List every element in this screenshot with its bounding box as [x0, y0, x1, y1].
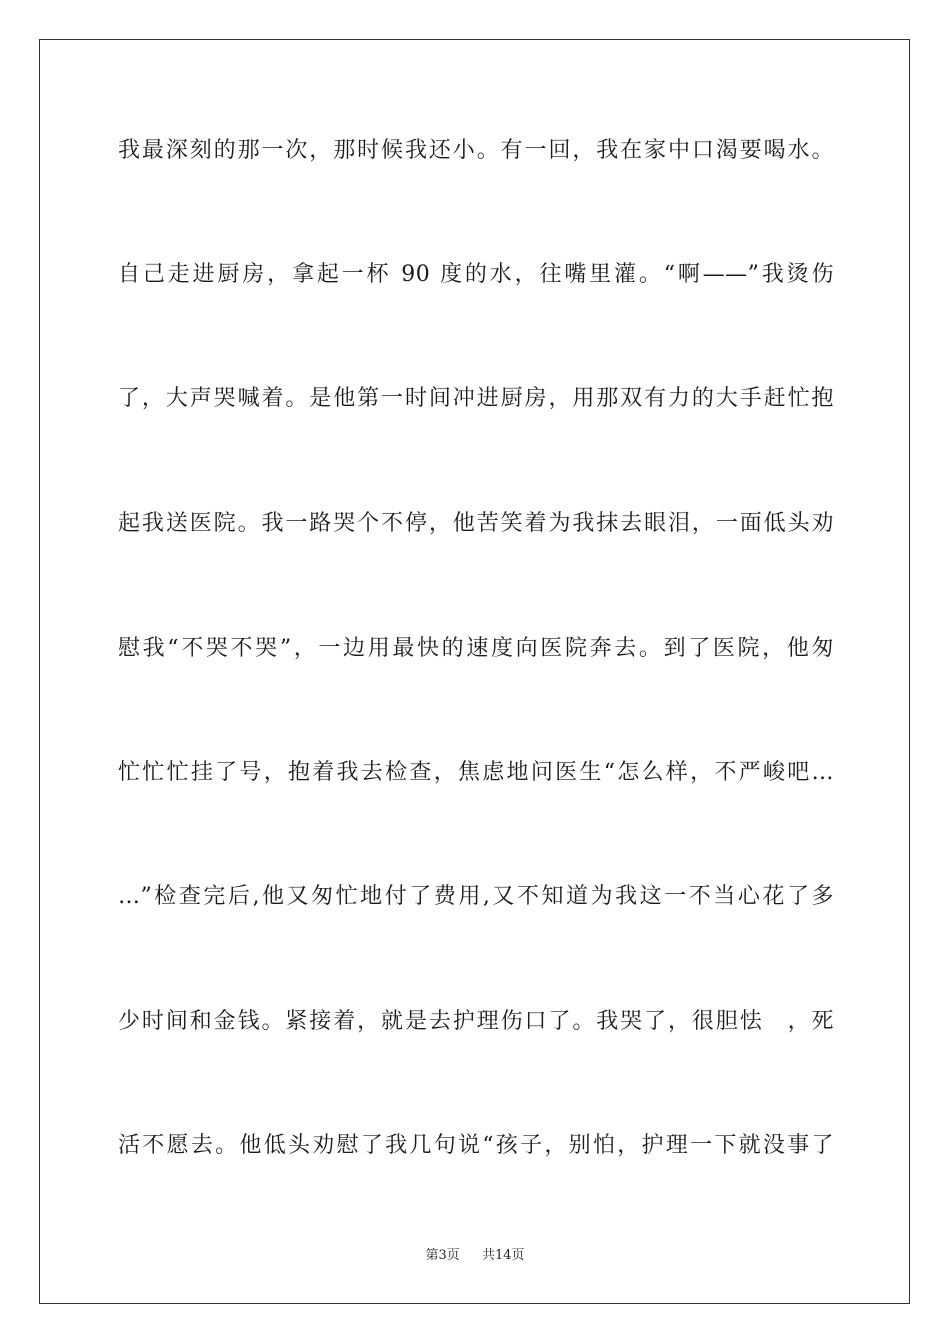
text-line-7: …”检查完后,他又匆忙地付了费用,又不知道为我这一不当心花了多: [118, 884, 834, 909]
page-number: 第3页: [425, 1248, 460, 1263]
text-line-2: 自己走进厨房，拿起一杯 90 度的水，往嘴里灌。“啊——”我烫伤: [118, 262, 834, 287]
text-line-3: 了，大声哭喊着。是他第一时间冲进厨房，用那双有力的大手赶忙抱: [118, 386, 834, 411]
text-line-6: 忙忙忙挂了号，抱着我去检查，焦虑地问医生“怎么样，不严峻吧…: [118, 760, 834, 785]
text-line-9: 活不愿去。他低头劝慰了我几句说“孩子，别怕，护理一下就没事了: [118, 1133, 834, 1158]
page-footer: [0, 1247, 950, 1265]
text-line-1: 我最深刻的那一次，那时候我还小。有一回，我在家中口渴要喝水。: [118, 138, 834, 163]
text-line-8: 少时间和金钱。紧接着，就是去护理伤口了。我哭了，很胆怯 ，死: [118, 1009, 834, 1034]
text-line-4: 起我送医院。我一路哭个不停，他苦笑着为我抹去眼泪，一面低头劝: [118, 511, 834, 536]
page-total: 共14页: [482, 1248, 525, 1263]
text-line-5: 慰我“不哭不哭”，一边用最快的速度向医院奔去。到了医院，他匆: [118, 636, 834, 661]
page-border: [39, 39, 910, 1304]
